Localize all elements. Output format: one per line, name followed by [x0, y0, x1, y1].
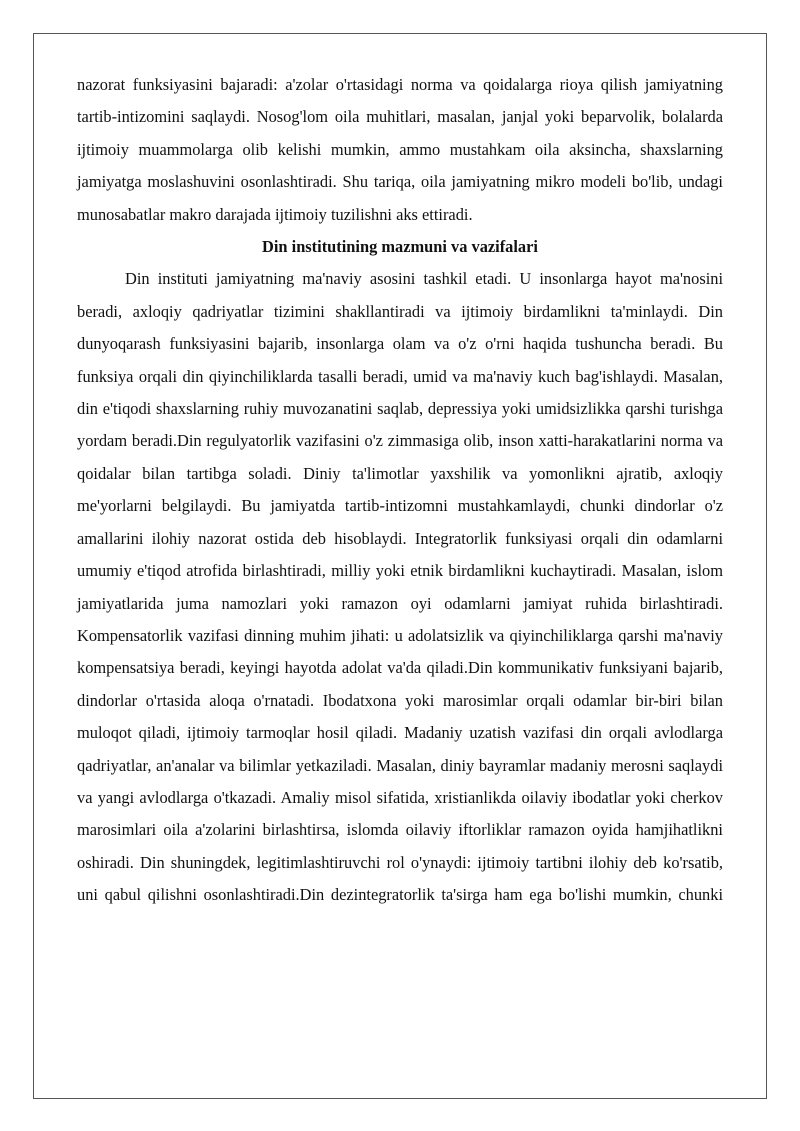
document-body	[77, 69, 723, 912]
section-heading: Din institutining mazmuni va vazifalari	[262, 237, 538, 257]
continued-paragraph: nazorat funksiyasini bajaradi: a'zolar o'rtasidagi norma va qoidalarga rioya qilish jamiyatning tartib-intizomini saqlaydi. Nosog'lom oila muhitlari, masalan, janjal yoki beparvolik, bolalarda ijtimoiy muammolarga olib kelishi mumkin, ammo mustahkam oila aksincha, shaxslarning jamiyatga moslashuvini osonlashtiradi. Shu tariqa, oila jamiyatning mikro modeli bo'lib, undagi munosabatlar makro darajada ijtimoiy tuzilishni aks ettiradi.	[77, 75, 723, 224]
main-paragraph: Din instituti jamiyatning ma'naviy asosini tashkil etadi. U insonlarga hayot ma'nosini beradi, axloqiy qadriyatlar tizimini shakllantiradi va ijtimoiy birdamlikni ta'minlaydi. Din dunyoqarash funksiyasini bajarib, insonlarga olam va o'z o'rni haqida tushuncha beradi. Bu funksiya orqali din qiyinchiliklarda tasalli beradi, umid va ma'naviy kuch bag'ishlaydi. Masalan, din e'tiqodi shaxslarning ruhiy muvozanatini saqlab, depressiya yoki umidsizlikka qarshi turishga yordam beradi.Din regulyatorlik vazifasini o'z zimmasiga olib, inson xatti-harakatlarini norma va qoidalar bilan tartibga soladi. Diniy ta'limotlar yaxshilik va yomonlikni ajratib, axloqiy me'yorlarni belgilaydi. Bu jamiyatda tartib-intizomni mustahkamlaydi, chunki dindorlar o'z amallarini ilohiy nazorat ostida deb hisoblaydi. Integratorlik funksiyasi orqali din odamlarni umumiy e'tiqod atrofida birlashtiradi, milliy yoki etnik birdamlikni kuchaytiradi. Masalan, islom jamiyatlarida juma namozlari yoki ramazon oyi odamlarni jamiyat ruhida birlashtiradi. Kompensatorlik vazifasi dinning muhim jihati: u adolatsizlik va qiyinchiliklarga qarshi ma'naviy kompensatsiya beradi, keyingi hayotda adolat va'da qiladi.Din kommunikativ funksiyani bajarib, dindorlar o'rtasida aloqa o'rnatadi. Ibodatxona yoki marosimlar orqali odamlar bir-biri bilan muloqot qiladi, ijtimoiy tarmoqlar hosil qiladi. Madaniy uzatish vazifasi din orqali avlodlarga qadriyatlar, an'analar va bilimlar yetkaziladi. Masalan, diniy bayramlar madaniy merosni saqlaydi va yangi avlodlarga o'tkazadi. Amaliy misol sifatida, xristianlikda oilaviy ibodatlar yoki cherkov marosimlari oila a'zolarini birlashtirsa, islomda oilaviy iftorliklar ramazon oyida hamjihatlikni oshiradi. Din shuningdek, legitimlashtiruvchi rol o'ynaydi: ijtimoiy tartibni ilohiy deb ko'rsatib, uni qabul qilishni osonlashtiradi.Din dezintegratorlik ta'sirga ham ega bo'lishi mumkin, chunki	[77, 269, 723, 905]
